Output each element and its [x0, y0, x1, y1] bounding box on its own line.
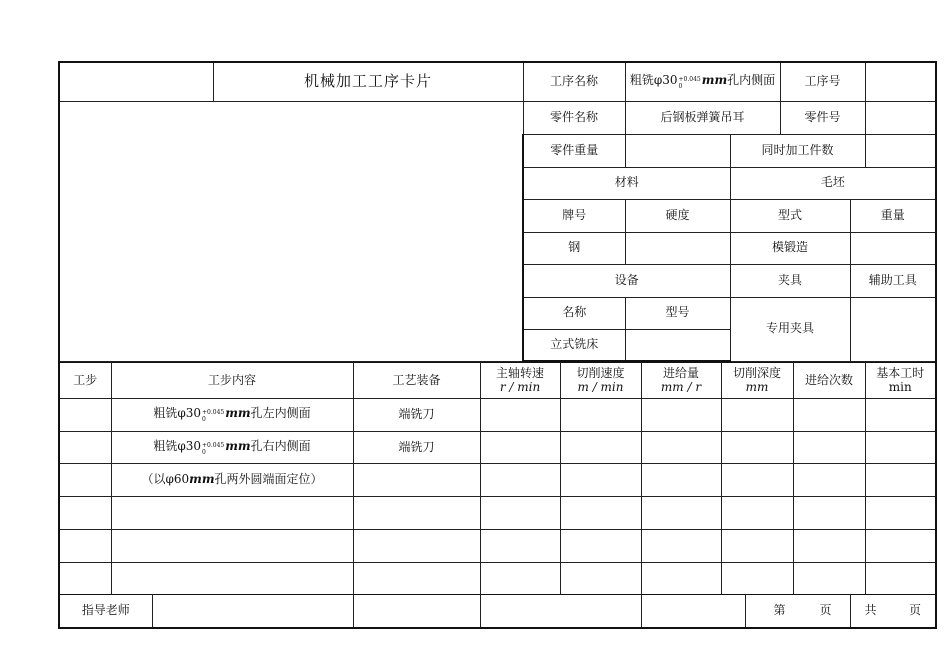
header-equipment: 工艺装备: [353, 363, 480, 399]
step-equipment: [353, 464, 480, 497]
material-label: 材料: [523, 167, 730, 199]
header-step: 工步: [59, 363, 111, 399]
simultaneous-label: 同时加工件数: [730, 134, 865, 167]
page-total: 共 页: [850, 595, 936, 628]
equip-name-label: 名称: [523, 297, 625, 329]
page-number: 第 页: [745, 595, 850, 628]
table-row: [59, 563, 936, 595]
step-content: 粗铣φ30 +0.045 0 mm孔右内侧面: [111, 432, 353, 464]
step-equipment: 端铣刀: [353, 432, 480, 464]
step-content: （以φ60mm孔两外圆端面定位）: [111, 464, 353, 497]
part-no-label: 零件号: [780, 101, 865, 134]
teacher-label: 指导老师: [59, 595, 152, 628]
header-spindle-speed: 主轴转速 r / min: [480, 363, 560, 399]
part-weight-value: [625, 134, 730, 167]
hardness-value: [625, 232, 730, 264]
form-value: 模锻造: [730, 232, 850, 264]
process-no-label: 工序号: [780, 62, 865, 101]
footer-blank: [480, 595, 641, 628]
header-feed: 进给量 mm / r: [641, 363, 721, 399]
table-row: [59, 464, 936, 497]
step-equipment: 端铣刀: [353, 399, 480, 432]
process-no-value: [865, 62, 936, 101]
equip-model-label: 型号: [625, 297, 730, 329]
fixture-label: 夹具: [730, 264, 850, 297]
sketch-area: [59, 101, 523, 361]
equip-name-value: 立式铣床: [523, 329, 625, 361]
header-base-time: 基本工时 min: [865, 363, 936, 399]
part-no-value: [865, 101, 936, 134]
blank-label: 毛坯: [730, 167, 936, 199]
header-feed-times: 进给次数: [793, 363, 865, 399]
card-title: 机械加工工序卡片: [213, 62, 523, 101]
equip-model-value: [625, 329, 730, 361]
grade-label: 牌号: [523, 199, 625, 232]
grade-value: 钢: [523, 232, 625, 264]
aux-tool-value: [850, 297, 936, 361]
process-name-value: 粗铣φ30 +0.045 0 mm孔内侧面: [625, 62, 780, 101]
step-content: 粗铣φ30 +0.045 0 mm孔左内侧面: [111, 399, 353, 432]
table-row: [59, 432, 936, 464]
simultaneous-value: [865, 134, 936, 167]
aux-tool-label: 辅助工具: [850, 264, 936, 297]
header-depth: 切削深度 mm: [721, 363, 793, 399]
table-row: [59, 530, 936, 563]
weight-label: 重量: [850, 199, 936, 232]
blank-logo-cell: [59, 62, 213, 101]
table-row: [59, 399, 936, 432]
table-row: [59, 497, 936, 530]
footer-blank: [353, 595, 480, 628]
part-name-value: 后钢板弹簧吊耳: [625, 101, 780, 134]
process-name-label: 工序名称: [523, 62, 625, 101]
blank-weight-value: [850, 232, 936, 264]
part-name-label: 零件名称: [523, 101, 625, 134]
header-content: 工步内容: [111, 363, 353, 399]
footer-blank: [641, 595, 745, 628]
card-header-table: [58, 61, 937, 362]
work-steps-table: [58, 362, 937, 595]
fixture-value: 专用夹具: [730, 297, 850, 361]
equipment-label: 设备: [523, 264, 730, 297]
teacher-value: [152, 595, 353, 628]
footer-table: [58, 594, 937, 629]
form-label: 型式: [730, 199, 850, 232]
part-weight-label: 零件重量: [523, 134, 625, 167]
header-cutting-speed: 切削速度 m / min: [560, 363, 641, 399]
hardness-label: 硬度: [625, 199, 730, 232]
